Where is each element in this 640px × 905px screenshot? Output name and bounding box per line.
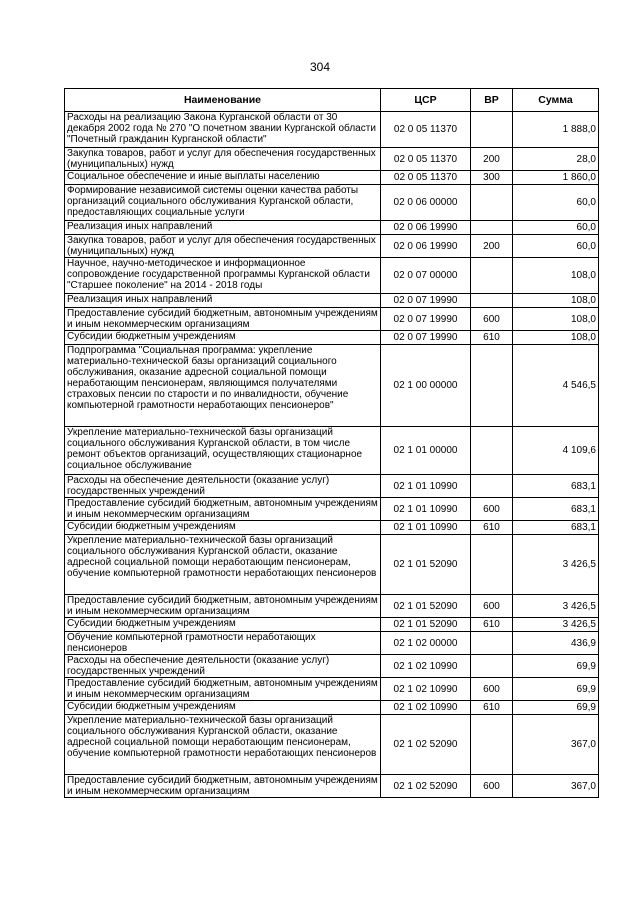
cell-sum: 69,9 [513, 701, 599, 715]
cell-sum: 108,0 [513, 331, 599, 345]
budget-table [64, 88, 599, 798]
header-sum: Сумма [513, 89, 599, 112]
cell-sum: 69,9 [513, 678, 599, 701]
cell-vr: 610 [471, 521, 513, 535]
table-row [65, 655, 599, 678]
cell-name: Субсидии бюджетным учреждениям [65, 618, 381, 632]
table-body [65, 112, 599, 798]
cell-sum: 60,0 [513, 221, 599, 235]
cell-sum: 60,0 [513, 185, 599, 221]
cell-csr: 02 0 07 19990 [381, 331, 471, 345]
cell-sum: 436,9 [513, 632, 599, 655]
cell-name: Предоставление субсидий бюджетным, автономным учреждениям и иным некоммерческим организациям [65, 595, 381, 618]
cell-csr: 02 0 05 11370 [381, 112, 471, 148]
cell-name: Закупка товаров, работ и услуг для обеспечения государственных (муниципальных) нужд [65, 148, 381, 171]
cell-vr: 600 [471, 678, 513, 701]
cell-name: Расходы на реализацию Закона Курганской области от 30 декабря 2002 года № 270 "О почетном звании Курганской области "Почетный гражданин Курганской области" [65, 112, 381, 148]
table-row [65, 498, 599, 521]
cell-vr: 600 [471, 595, 513, 618]
cell-name: Расходы на обеспечение деятельности (оказание услуг) государственных учреждений [65, 655, 381, 678]
cell-name: Предоставление субсидий бюджетным, автономным учреждениям и иным некоммерческим организациям [65, 498, 381, 521]
table-row [65, 475, 599, 498]
cell-csr: 02 1 01 10990 [381, 498, 471, 521]
cell-vr [471, 715, 513, 775]
cell-vr [471, 294, 513, 308]
cell-sum: 683,1 [513, 475, 599, 498]
table-row [65, 171, 599, 185]
cell-sum: 3 426,5 [513, 535, 599, 595]
cell-csr: 02 0 06 19990 [381, 235, 471, 258]
cell-csr: 02 1 01 10990 [381, 521, 471, 535]
cell-name: Закупка товаров, работ и услуг для обеспечения государственных (муниципальных) нужд [65, 235, 381, 258]
cell-name: Предоставление субсидий бюджетным, автономным учреждениям и иным некоммерческим организациям [65, 678, 381, 701]
table-row [65, 521, 599, 535]
cell-sum: 1 888,0 [513, 112, 599, 148]
cell-vr [471, 185, 513, 221]
cell-csr: 02 0 07 19990 [381, 294, 471, 308]
cell-csr: 02 0 06 19990 [381, 221, 471, 235]
cell-csr: 02 0 05 11370 [381, 171, 471, 185]
table-row [65, 427, 599, 475]
cell-vr [471, 655, 513, 678]
cell-vr: 300 [471, 171, 513, 185]
table-row [65, 331, 599, 345]
cell-sum: 69,9 [513, 655, 599, 678]
table-row [65, 221, 599, 235]
cell-vr [471, 345, 513, 427]
cell-vr [471, 258, 513, 294]
cell-vr [471, 221, 513, 235]
cell-csr: 02 1 02 10990 [381, 701, 471, 715]
cell-vr [471, 632, 513, 655]
cell-sum: 367,0 [513, 715, 599, 775]
cell-csr: 02 1 01 52090 [381, 618, 471, 632]
cell-csr: 02 0 07 19990 [381, 308, 471, 331]
cell-sum: 108,0 [513, 308, 599, 331]
table-row [65, 345, 599, 427]
cell-vr [471, 427, 513, 475]
cell-name: Формирование независимой системы оценки качества работы организаций социального обслуживания Курганской области, предоставляющих социальные услуги [65, 185, 381, 221]
table-row [65, 618, 599, 632]
cell-sum: 60,0 [513, 235, 599, 258]
cell-sum: 28,0 [513, 148, 599, 171]
cell-vr: 200 [471, 148, 513, 171]
cell-sum: 367,0 [513, 775, 599, 798]
cell-name: Научное, научно-методическое и информационное сопровождение государственной программы Курганской области "Старшее поколение" на 2014 - 2018 годы [65, 258, 381, 294]
cell-name: Социальное обеспечение и иные выплаты населению [65, 171, 381, 185]
cell-name: Предоставление субсидий бюджетным, автономным учреждениям и иным некоммерческим организациям [65, 775, 381, 798]
cell-vr: 600 [471, 498, 513, 521]
table-row [65, 308, 599, 331]
cell-csr: 02 1 02 52090 [381, 715, 471, 775]
cell-vr: 200 [471, 235, 513, 258]
cell-vr: 610 [471, 618, 513, 632]
header-name: Наименование [65, 89, 381, 112]
cell-vr [471, 475, 513, 498]
cell-name: Субсидии бюджетным учреждениям [65, 521, 381, 535]
cell-csr: 02 1 01 52090 [381, 595, 471, 618]
cell-sum: 4 546,5 [513, 345, 599, 427]
table-row [65, 775, 599, 798]
table-row [65, 294, 599, 308]
cell-sum: 1 860,0 [513, 171, 599, 185]
cell-csr: 02 1 01 52090 [381, 535, 471, 595]
cell-sum: 683,1 [513, 498, 599, 521]
table-header-row [65, 89, 599, 112]
cell-sum: 3 426,5 [513, 595, 599, 618]
cell-vr: 610 [471, 701, 513, 715]
table-row [65, 235, 599, 258]
table-row [65, 258, 599, 294]
header-vr: ВР [471, 89, 513, 112]
cell-vr [471, 535, 513, 595]
cell-sum: 4 109,6 [513, 427, 599, 475]
cell-name: Укрепление материально-технической базы организаций социального обслуживания Курганской области, в том числе ремонт объектов организаций, осуществляющих стационарное социальное обслуживание [65, 427, 381, 475]
table-row [65, 148, 599, 171]
cell-csr: 02 0 06 00000 [381, 185, 471, 221]
cell-sum: 3 426,5 [513, 618, 599, 632]
table-row [65, 701, 599, 715]
cell-csr: 02 1 02 52090 [381, 775, 471, 798]
cell-name: Субсидии бюджетным учреждениям [65, 331, 381, 345]
cell-vr: 600 [471, 308, 513, 331]
cell-name: Подпрограмма "Социальная программа: укрепление материально-технической базы организаций социального обслуживания, оказание адресной социальной помощи неработающим пенсионерам, являющимся получателями страховых пенсии по старости и по инвалидности, обучение компьютерной грамотности неработающих пенсионеров" [65, 345, 381, 427]
cell-name: Обучение компьютерной грамотности неработающих пенсионеров [65, 632, 381, 655]
cell-vr: 610 [471, 331, 513, 345]
cell-vr [471, 112, 513, 148]
cell-name: Реализация иных направлений [65, 221, 381, 235]
cell-csr: 02 1 02 00000 [381, 632, 471, 655]
table-row [65, 595, 599, 618]
cell-name: Реализация иных направлений [65, 294, 381, 308]
cell-name: Укрепление материально-технической базы организаций социального обслуживания Курганской области, оказание адресной социальной помощи неработающим пенсионерам, обучение компьютерной грамотности неработающих пенсионеров [65, 535, 381, 595]
cell-csr: 02 1 01 00000 [381, 427, 471, 475]
cell-sum: 108,0 [513, 258, 599, 294]
cell-csr: 02 1 02 10990 [381, 655, 471, 678]
cell-name: Субсидии бюджетным учреждениям [65, 701, 381, 715]
header-csr: ЦСР [381, 89, 471, 112]
cell-vr: 600 [471, 775, 513, 798]
table-row [65, 112, 599, 148]
cell-csr: 02 1 01 10990 [381, 475, 471, 498]
table-row [65, 535, 599, 595]
cell-csr: 02 1 02 10990 [381, 678, 471, 701]
cell-name: Предоставление субсидий бюджетным, автономным учреждениям и иным некоммерческим организациям [65, 308, 381, 331]
cell-csr: 02 0 05 11370 [381, 148, 471, 171]
cell-name: Укрепление материально-технической базы организаций социального обслуживания Курганской области, оказание адресной социальной помощи неработающим пенсионерам, обучение компьютерной грамотности неработающих пенсионеров [65, 715, 381, 775]
table-row [65, 715, 599, 775]
table-row [65, 632, 599, 655]
cell-csr: 02 1 00 00000 [381, 345, 471, 427]
table-row [65, 678, 599, 701]
page-number: 304 [309, 60, 331, 74]
cell-sum: 108,0 [513, 294, 599, 308]
cell-csr: 02 0 07 00000 [381, 258, 471, 294]
cell-name: Расходы на обеспечение деятельности (оказание услуг) государственных учреждений [65, 475, 381, 498]
cell-sum: 683,1 [513, 521, 599, 535]
table-row [65, 185, 599, 221]
